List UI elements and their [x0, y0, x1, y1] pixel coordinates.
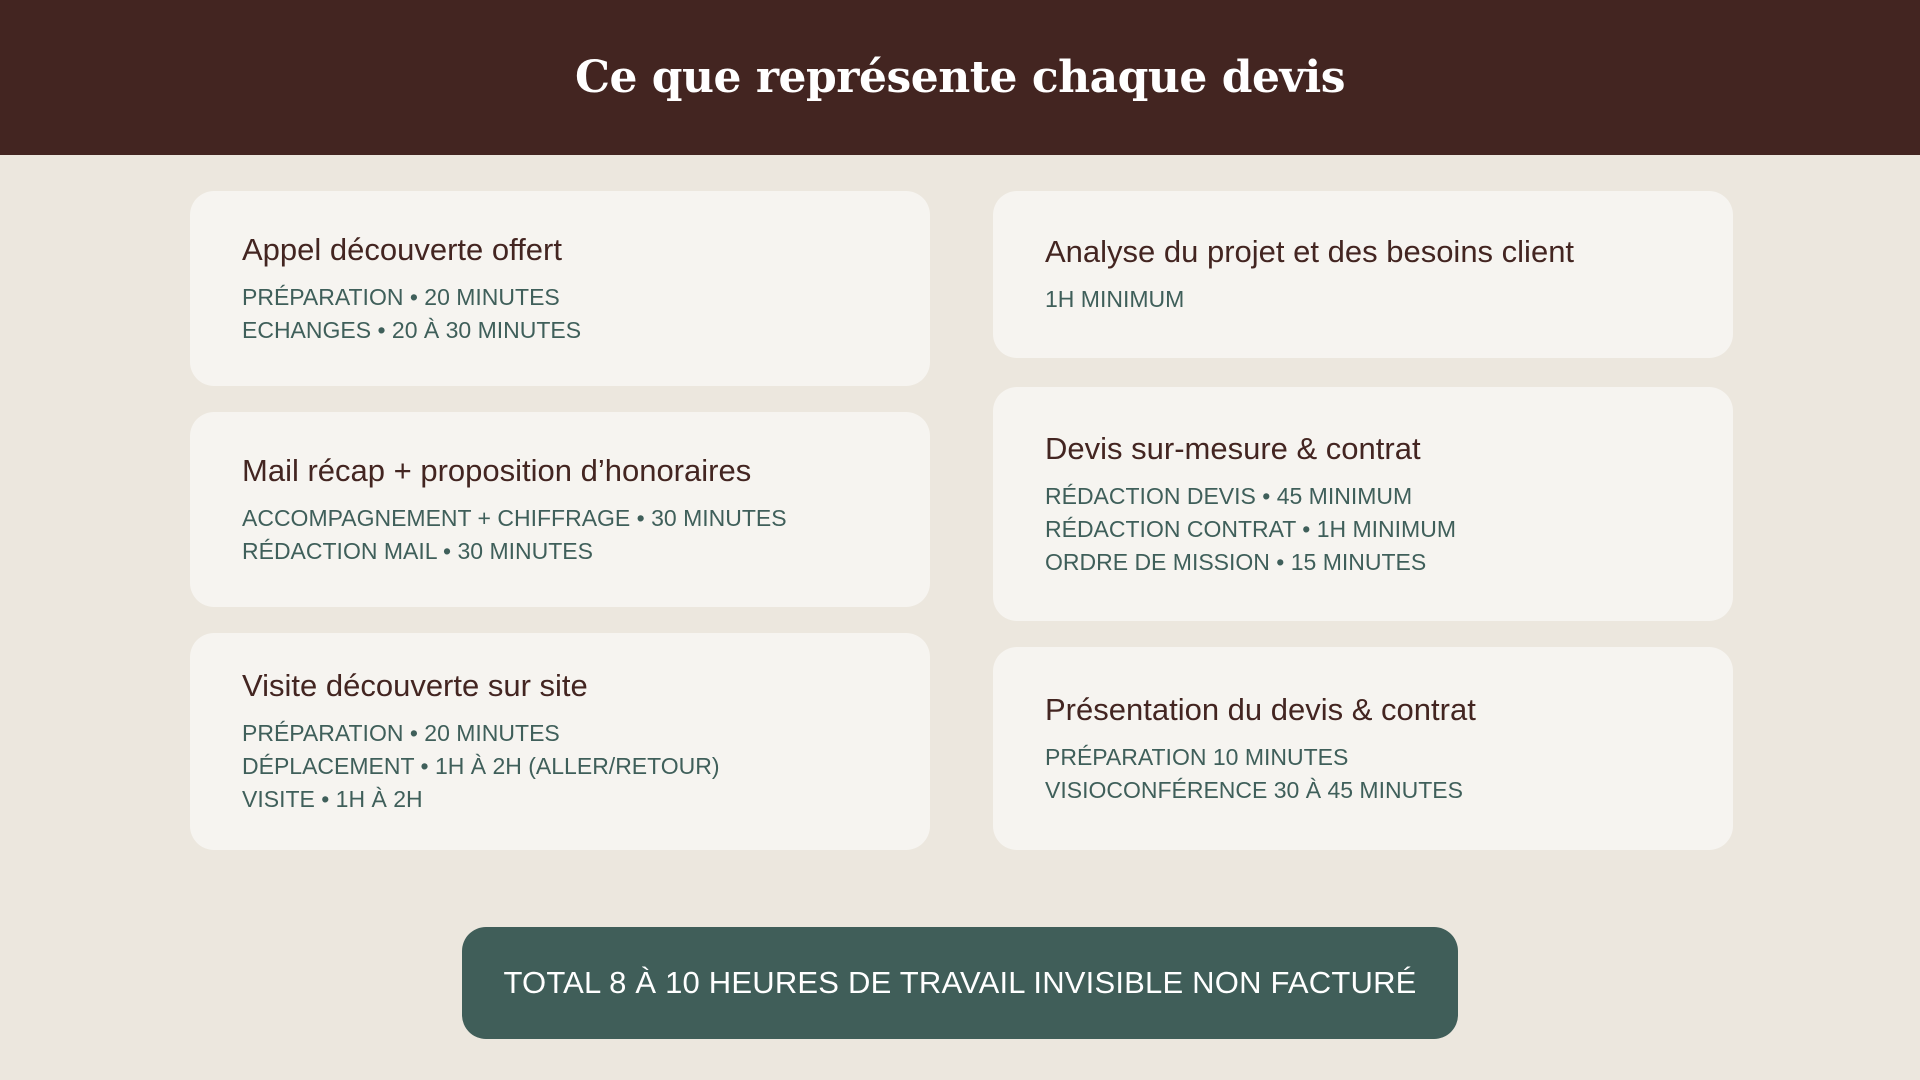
card-detail-line: PRÉPARATION 10 MINUTES — [1045, 743, 1349, 770]
card-appel-decouverte — [190, 191, 930, 386]
card-title: Analyse du projet et des besoins client — [1045, 234, 1575, 269]
card-detail-line: PRÉPARATION • 20 MINUTES — [242, 720, 560, 746]
card-title: Visite découverte sur site — [242, 668, 588, 703]
card-detail-line: DÉPLACEMENT • 1H À 2H (ALLER/RETOUR) — [242, 753, 720, 779]
card-mail-recap — [190, 412, 930, 607]
card-detail-line: PRÉPARATION • 20 MINUTES — [242, 283, 560, 310]
total-banner — [462, 927, 1458, 1039]
card-presentation-devis — [993, 647, 1733, 850]
card-devis-contrat — [993, 387, 1733, 621]
card-analyse-projet — [993, 191, 1733, 358]
page-title: Ce que représente chaque devis — [574, 52, 1346, 103]
card-detail-line: ACCOMPAGNEMENT + CHIFFRAGE • 30 MINUTES — [242, 504, 787, 531]
card-detail-line: ECHANGES • 20 À 30 MINUTES — [242, 316, 582, 343]
card-detail-line: VISIOCONFÉRENCE 30 À 45 MINUTES — [1045, 776, 1463, 803]
card-detail-line: ORDRE DE MISSION • 15 MINUTES — [1045, 548, 1427, 575]
card-detail-line: 1H MINIMUM — [1045, 286, 1185, 312]
card-title: Devis sur-mesure & contrat — [1045, 430, 1421, 466]
card-title: Présentation du devis & contrat — [1045, 691, 1476, 727]
card-title: Mail récap + proposition d’honoraires — [242, 452, 752, 488]
total-label: TOTAL 8 À 10 HEURES DE TRAVAIL INVISIBLE NON FACTURÉ — [503, 965, 1417, 1000]
card-detail-line: RÉDACTION CONTRAT • 1H MINIMUM — [1045, 515, 1456, 542]
card-visite-decouverte — [190, 633, 930, 850]
card-detail-line: VISITE • 1H À 2H — [242, 786, 423, 812]
card-detail-line: RÉDACTION DEVIS • 45 MINIMUM — [1045, 482, 1413, 509]
card-title: Appel découverte offert — [242, 231, 562, 267]
card-detail-line: RÉDACTION MAIL • 30 MINUTES — [242, 537, 593, 564]
header-banner — [0, 0, 1920, 155]
